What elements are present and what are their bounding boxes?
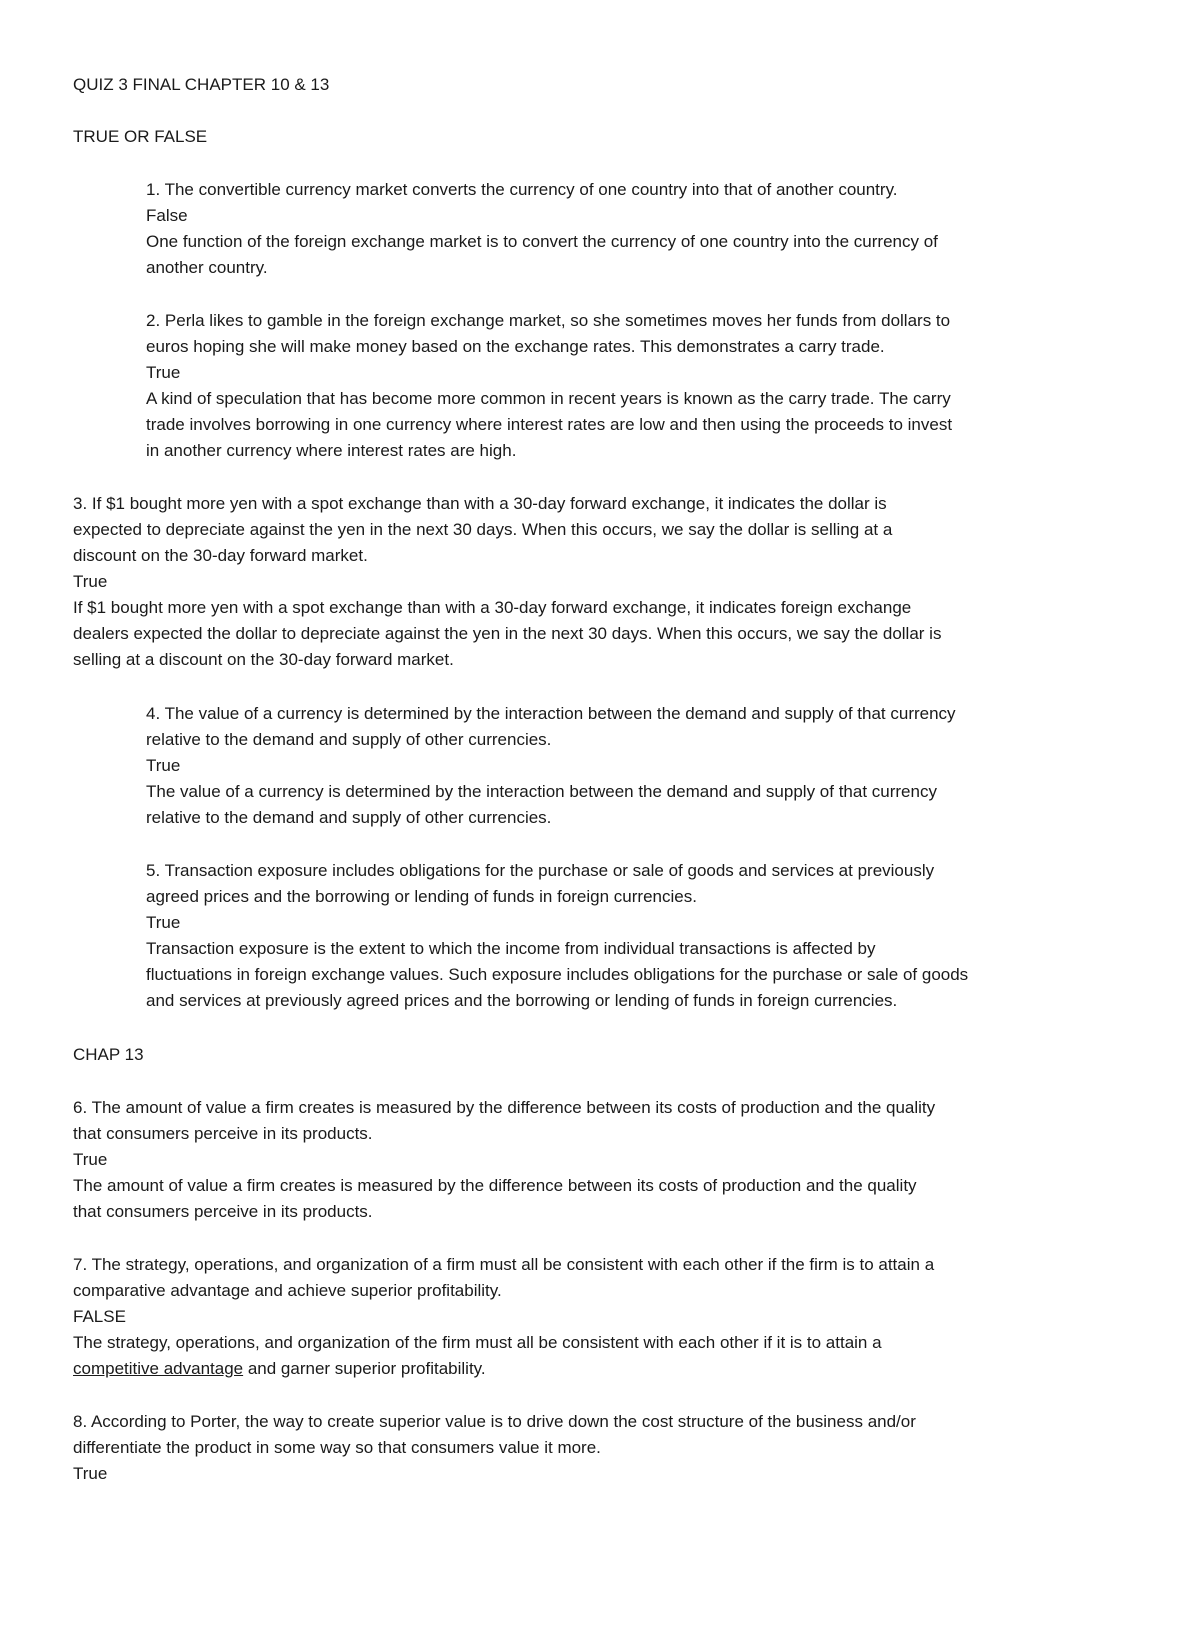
question-6-explanation-line: The amount of value a firm creates is measured by the difference between its costs of production and the quality [73,1176,917,1195]
question-2-explanation-line: trade involves borrowing in one currency where interest rates are low and then using the proceeds to invest [146,415,953,434]
section-heading-true-or-false: TRUE OR FALSE [73,127,208,146]
question-3-explanation-line: dealers expected the dollar to depreciate against the yen in the next 30 days. When this occurs, we say the dollar is [73,624,942,643]
question-5-explanation-line: Transaction exposure is the extent to which the income from individual transactions is affected by [146,939,876,958]
question-1-explanation-line: One function of the foreign exchange market is to convert the currency of one country into the currency of [146,232,938,251]
question-6-explanation-line: that consumers perceive in its products. [73,1202,373,1221]
question-5-text: 5. Transaction exposure includes obligations for the purchase or sale of goods and services at previously [146,861,935,880]
question-7-answer: FALSE [73,1307,126,1326]
question-8-answer: True [73,1464,108,1483]
question-4-explanation-line: relative to the demand and supply of other currencies. [146,808,552,827]
question-4-answer: True [146,756,181,775]
question-5-text: agreed prices and the borrowing or lending of funds in foreign currencies. [146,887,697,906]
question-1-answer: False [146,206,188,225]
question-3-text: 3. If $1 bought more yen with a spot exchange than with a 30-day forward exchange, it indicates the dollar is [73,494,887,513]
question-1-text: 1. The convertible currency market converts the currency of one country into that of another country. [146,180,898,199]
question-8-text: 8. According to Porter, the way to create superior value is to drive down the cost structure of the business and/or [73,1412,916,1431]
question-7-text: 7. The strategy, operations, and organization of a firm must all be consistent with each other if the firm is to attain a [73,1255,935,1274]
question-1-explanation-line: another country. [146,258,268,277]
question-6-text: 6. The amount of value a firm creates is measured by the difference between its costs of production and the quality [73,1098,936,1117]
question-6-text: that consumers perceive in its products. [73,1124,373,1143]
question-7-explanation-line [73,1356,486,1383]
question-3-explanation-line: selling at a discount on the 30-day forward market. [73,650,454,669]
question-3-answer: True [73,572,108,591]
question-5-explanation-line: fluctuations in foreign exchange values. Such exposure includes obligations for the purchase or sale of goods [146,965,969,984]
question-8-text: differentiate the product in some way so that consumers value it more. [73,1438,601,1457]
page-title: QUIZ 3 FINAL CHAPTER 10 & 13 [73,75,330,94]
question-7-explanation-line: The strategy, operations, and organization of the firm must all be consistent with each other if it is to attain a [73,1333,882,1352]
section-heading-chap-13: CHAP 13 [73,1045,144,1064]
question-2-text: 2. Perla likes to gamble in the foreign exchange market, so she sometimes moves her funds from dollars to [146,311,951,330]
question-7-text: comparative advantage and achieve superior profitability. [73,1281,502,1300]
question-4-text: relative to the demand and supply of other currencies. [146,730,552,749]
underlined-term: competitive advantage [73,1359,244,1378]
question-3-text: discount on the 30-day forward market. [73,546,368,565]
question-5-explanation-line: and services at previously agreed prices and the borrowing or lending of funds in foreign currencies. [146,991,898,1010]
question-5-answer: True [146,913,181,932]
question-3-explanation-line: If $1 bought more yen with a spot exchange than with a 30-day forward exchange, it indicates foreign exchange [73,598,912,617]
question-4-explanation-line: The value of a currency is determined by the interaction between the demand and supply of that currency [146,782,937,801]
question-3-text: expected to depreciate against the yen in the next 30 days. When this occurs, we say the dollar is selling at a [73,520,893,539]
question-6-answer: True [73,1150,108,1169]
question-4-text: 4. The value of a currency is determined by the interaction between the demand and supply of that currency [146,704,956,723]
question-2-explanation-line: in another currency where interest rates are high. [146,441,517,460]
question-2-answer: True [146,363,181,382]
question-2-text: euros hoping she will make money based on the exchange rates. This demonstrates a carry trade. [146,337,885,356]
explanation-text: and garner superior profitability. [243,1359,486,1378]
question-2-explanation-line: A kind of speculation that has become more common in recent years is known as the carry trade. The carry [146,389,951,408]
